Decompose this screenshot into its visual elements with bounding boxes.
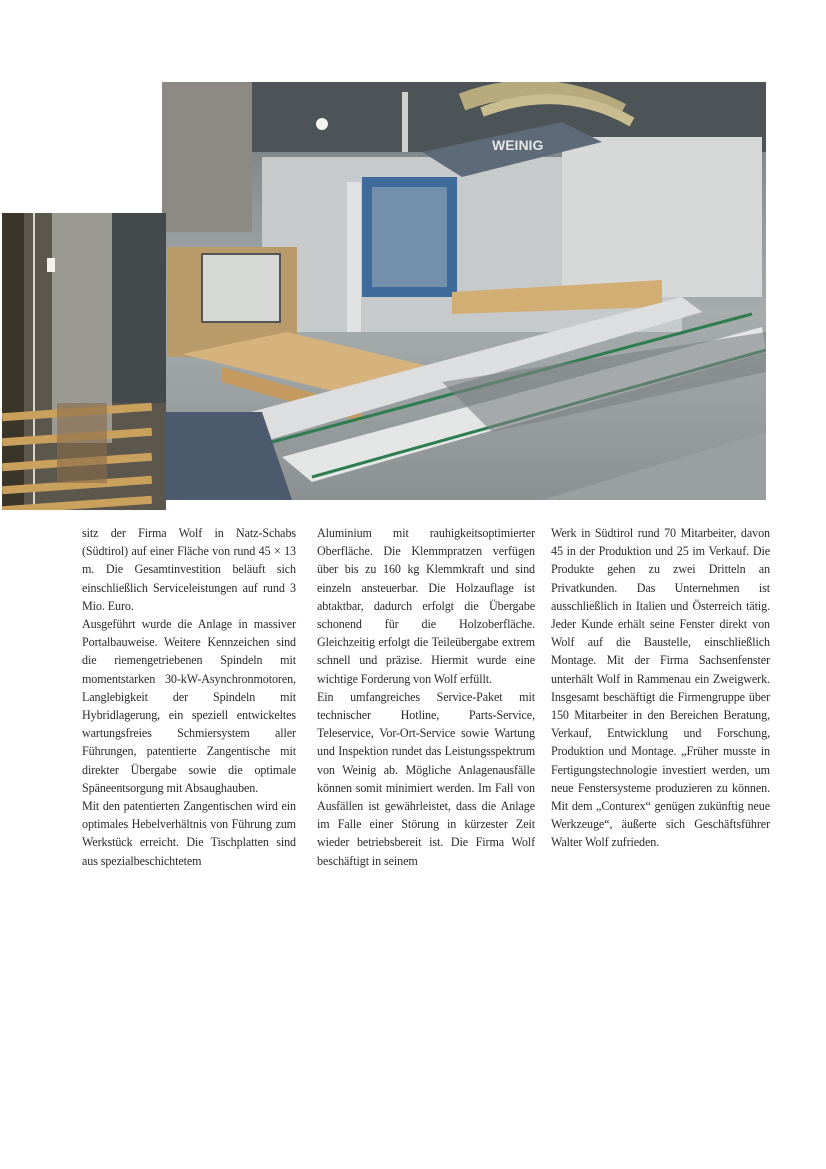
- paragraph: Ausgeführt wurde die Anlage in massiver Portalbauweise. Weitere Kennzeichen sind die riemengetriebenen Spindeln mit momentstarken 30-kW-Asynchronmotoren, Langlebigkeit der Spindeln mit Hybridlagerung, ein speziell entwickeltes wartungsfreies Schmiersystem aller Führungen, patentierte Zangentische mit direkter Übergabe sowie die optimale Späneentsorgung mit Absaughauben.: [82, 617, 296, 795]
- paragraph: Werk in Südtirol rund 70 Mitarbeiter, davon 45 in der Produktion und 25 im Verkauf. Die Produkte gehen zu zwei Dritteln an Privatkunden. Das Unternehmen ist ausschließlich in Italien und Österreich tätig. Jeder Kunde erhält seine Fenster direkt von Wolf auf die Baustelle, einschließlich Montage. Mit der Firma Sachsenfenster unterhält Wolf in Rammenau ein Zweigwerk. Insgesamt beschäftigt die Firmengruppe über 150 Mitarbeiter in den Bereichen Beratung, Verkauf, Entwicklung und Forschung, Produktion und Montage. „Früher musste in Fertigungstechnologie investiert werden, um neue Fenstersysteme produzieren zu können. Mit dem „Conturex“ genügen zukünftig neue Werkzeuge“, äußerte sich Geschäftsführer Walter Wolf zufrieden.: [551, 526, 770, 850]
- paragraph: sitz der Firma Wolf in Natz-Schabs (Südtirol) auf einer Fläche von rund 45 × 13 m. Die Gesamtinvestition beläuft sich einschließlich Serviceleistungen auf rund 3 Mio. Euro.: [82, 526, 296, 613]
- paragraph: Mit den patentierten Zangentischen wird ein optimales Hebelverhältnis von Führung zum Werkstück erreicht. Die Tischplatten sind aus spezialbeschichtetem: [82, 799, 296, 868]
- machine-brand-label: WEINIG: [492, 137, 544, 153]
- article-column-1: [82, 524, 296, 870]
- article-column-3: [551, 524, 770, 852]
- warehouse-photo: [2, 213, 166, 510]
- paragraph: Aluminium mit rauhigkeitsoptimierter Oberfläche. Die Klemmpratzen verfügen über bis zu 160 kg Klemmkraft und sind einzeln ansteuerbar. Die Holzauflage ist abtaktbar, dadurch erfolgt die Übergabe schonend für die Holzoberfläche. Gleichzeitig erfolgt die Teileübergabe extrem schnell und präzise. Hiermit wurde eine wichtige Forderung von Wolf erfüllt.: [317, 526, 535, 686]
- article-column-2: [317, 524, 535, 870]
- machine-photo: [162, 82, 766, 500]
- paragraph: Ein umfangreiches Service-Paket mit technischer Hotline, Parts-Service, Teleservice, Vor-Ort-Service sowie Wartung und Inspektion rundet das Leistungsspektrum von Weinig ab. Mögliche Anlagenausfälle können somit minimiert werden. Im Fall von Ausfällen ist gewährleistet, dass die Anlage im Falle einer Störung in kürzester Zeit wieder betriebsbereit ist. Die Firma Wolf beschäftigt in seinem: [317, 689, 535, 868]
